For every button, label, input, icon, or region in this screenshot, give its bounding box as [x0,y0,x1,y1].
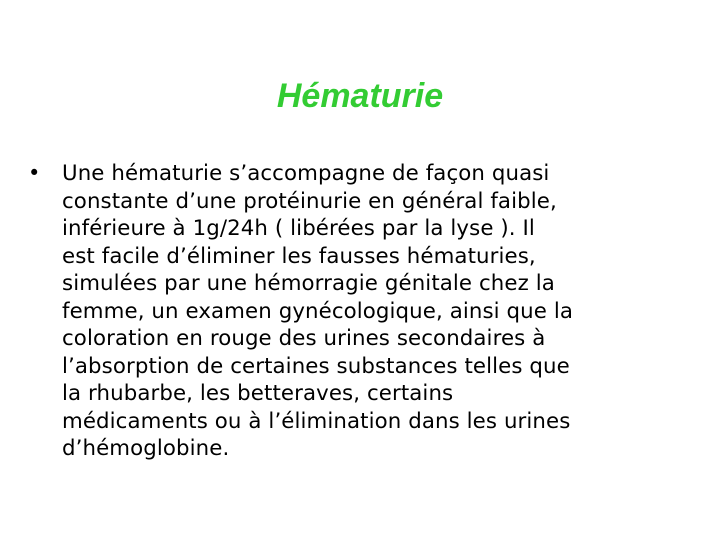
paragraph-line: inférieure à 1g/24h ( libérées par la lyse ). Il [62,216,535,241]
bullet-list [28,160,688,463]
paragraph-line: simulées par une hémorragie génitale chez la [62,271,555,296]
slide-title [0,74,720,118]
paragraph-line: coloration en rouge des urines secondaires à [62,326,546,351]
paragraph-line: d’hémoglobine. [62,436,230,461]
paragraph-line: femme, un examen gynécologique, ainsi que la [62,298,574,324]
paragraph-line: l’absorption de certaines substances telles que [62,353,570,379]
bullet-icon: • [28,161,41,185]
bullet-item [28,160,688,463]
paragraph-line: est facile d’éliminer les fausses hématuries, [62,243,536,269]
slide-title-text: Hématurie [276,77,444,115]
paragraph-line: la rhubarbe, les betteraves, certains [62,381,454,406]
paragraph-line: médicaments ou à l’élimination dans les urines [62,408,571,434]
paragraph-line: constante d’une protéinurie en général faible, [62,188,557,214]
paragraph-line: Une hématurie s’accompagne de façon quasi [62,161,550,186]
